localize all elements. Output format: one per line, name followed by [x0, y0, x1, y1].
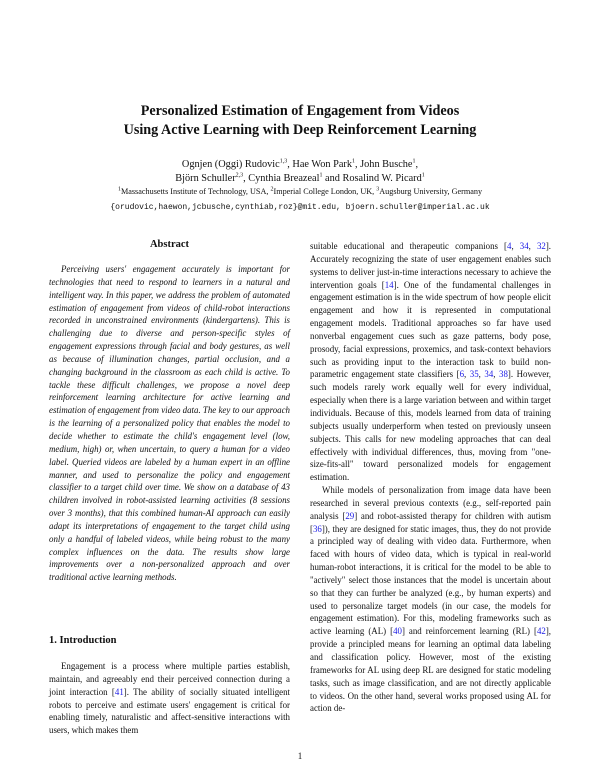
citation-link[interactable]: 4	[507, 241, 512, 251]
citation-link[interactable]: 40	[393, 626, 402, 637]
text-run: ] and robot-assisted therapy for children with autism [	[310, 510, 551, 534]
title-line-1: Personalized Estimation of Engagement from Videos	[140, 103, 460, 119]
author-name: Björn Schuller	[175, 173, 236, 184]
text-run: ]. The ability of socially situated intelligent robots to perceive and estimate users' engagement is critical for enabling timely, naturalistic and affect-sensitive interactions with users, which makes them	[49, 686, 291, 736]
affiliations	[0, 186, 600, 197]
text-run: ,	[464, 369, 470, 380]
author-affil-mark: 1	[421, 172, 425, 179]
text-run: Engagement is a process where multiple parties establish, maintain, and agreeably end their perceived connection during a joint interaction [	[49, 661, 290, 697]
citation-link[interactable]: 35	[469, 369, 479, 380]
author-name: , John Busche	[355, 159, 413, 170]
text-run: ,	[478, 369, 485, 380]
affil-mark: 1	[117, 186, 121, 193]
abstract-body: Perceiving users' engagement accurately is important for technologies that need to respond to learners in a natural and intelligent way. In this paper, we address the problem of automated estimation of engagement from videos of child-robot interactions recorded in unconstrained environments (kindergartens). This is challenging due to diverse and person-specific styles of engagement expressions through facial and body gestures, as well as because of illumination changes, partial occlusion, and a changing background in the classroom as each child is active. To tackle these difficult challenges, we propose a novel deep reinforcement learning architecture for active learning and estimation of engagement from video data. The key to our approach is the learning of a personalized policy that enables the model to decide whether to estimate the child's engagement level (low, medium, high) or, when uncertain, to query a human for a video label. Queried videos are labeled by a human expert in an offline manner, and used to personalize the policy and engagement classifier to a target child over time. We show on a database of 43 children involved in robot-assisted learning activities (8 sessions over 3 months), that this combined human-AI approach can easily adapt its interpretations of engagement to the target child using only a handful of labeled videos, while being robust to the many complex influences on the data. The results show large improvements over a non-personalized approach and over traditional active learning methods.	[49, 264, 290, 583]
text-run: ,	[511, 241, 520, 251]
author-line-1	[0, 158, 600, 172]
text-run: ] and reinforcement learning (RL) [	[401, 626, 537, 637]
citation-link[interactable]: 38	[499, 369, 508, 380]
author-name: , Hae Won Park	[287, 159, 352, 170]
text-run: suitable educational and therapeutic companions [	[310, 241, 508, 251]
text-run: ]), they are designed for static images, thus, they do not provide a principled way of dealing with video data. Furthermore, when faced with hours of video data, which is typical in real-world human-robot interactions, it is critical for the model to be able to "actively" select those instances that the model is uncertain about so that they can further be analyzed (e.g., by human experts) and used to personalize target models (in our case, the models for engagement estimation). For this, modeling frameworks such as active learning (AL) [	[310, 523, 551, 637]
author-affil-mark: 1,3	[279, 158, 288, 165]
citation-link[interactable]: 41	[114, 686, 124, 697]
author-affil-mark: 1	[412, 158, 416, 165]
right-paragraph-1	[310, 240, 551, 484]
author-name: and Rosalind W. Picard	[322, 173, 422, 184]
affil-text: Massachusetts Institute of Technology, USA,	[120, 187, 271, 196]
author-affil-mark: 1	[319, 172, 323, 179]
author-line-2	[0, 172, 600, 186]
author-affil-mark: 1	[352, 158, 355, 165]
text-run: ,	[493, 369, 500, 380]
author-name: Ognjen (Oggi) Rudovic	[181, 159, 280, 170]
affil-mark: 3	[376, 186, 380, 193]
affil-mark: 2	[270, 186, 274, 193]
text-run: While models of personalization from image data have been researched in several previous contexts (e.g., self-reported pain analysis [	[310, 485, 551, 521]
right-paragraph-2	[310, 484, 551, 715]
citation-link[interactable]: 34	[519, 241, 529, 251]
citation-link[interactable]: 42	[536, 626, 546, 637]
paper-title	[0, 102, 600, 140]
citation-link[interactable]: 34	[484, 369, 494, 380]
affil-text: Augsburg University, Germany	[379, 187, 483, 196]
abstract-heading: Abstract	[149, 239, 190, 250]
citation-link[interactable]: 14	[384, 279, 394, 290]
intro-paragraph-1	[49, 660, 290, 737]
text-run: ]. Accurately recognizing the state of user engagement enables such systems to deliver just-in-time interactions necessary to achieve the intervention goals [	[310, 241, 552, 290]
citation-link[interactable]: 29	[345, 510, 355, 521]
text-run: ], provide a principled means for learning an optimal data labeling and classification policy. However, most of the existing frameworks for AL using deep RL are designed for static modeling tasks, such as image classification, and are not directly applicable to videos. On the other hand, several works proposed using AL for action de-	[310, 626, 551, 714]
citation-link[interactable]: 6	[459, 369, 465, 380]
author-name: , Cynthia Breazeal	[243, 173, 320, 184]
text-run: ,	[528, 241, 537, 251]
citation-link[interactable]: 36	[312, 523, 322, 534]
section-heading-introduction: 1. Introduction	[49, 635, 117, 646]
author-separator: ,	[415, 159, 419, 170]
page-number: 1	[297, 751, 303, 761]
title-line-2: Using Active Learning with Deep Reinforcement Learning	[123, 122, 477, 138]
citation-link[interactable]: 32	[536, 241, 546, 251]
affil-text: Imperial College London, UK,	[273, 187, 377, 196]
text-run: ]. However, such models rarely work equally well for every individual, especially when there is a large variation between and within target individuals. Because of this, models learned from data of training subjects usually underperform when tested on previously unseen subjects. This calls for new modeling approaches that can deal effectively with individual differences, thus, moving from "one-size-fits-all" toward personalized models for engagement estimation.	[310, 369, 552, 483]
right-column	[310, 240, 551, 715]
author-list	[0, 158, 600, 186]
author-affil-mark: 2,3	[235, 172, 244, 179]
text-run: ]. One of the fundamental challenges in engagement estimation is in the wide spectrum of how people elicit engagement and how it is represented in computational engagement models. Traditional approaches so far have used nonverbal engagement cues such as gaze patterns, body pose, prosody, facial expressions, proxemics, and task-context behaviors such as providing input to the interaction task to build non-parametric engagement state classifiers [	[310, 279, 551, 380]
author-emails[interactable]: {orudovic,haewon,jcbusche,cynthiab,roz}@mit.edu, bjoern.schuller@imperial.ac.uk	[110, 203, 490, 212]
